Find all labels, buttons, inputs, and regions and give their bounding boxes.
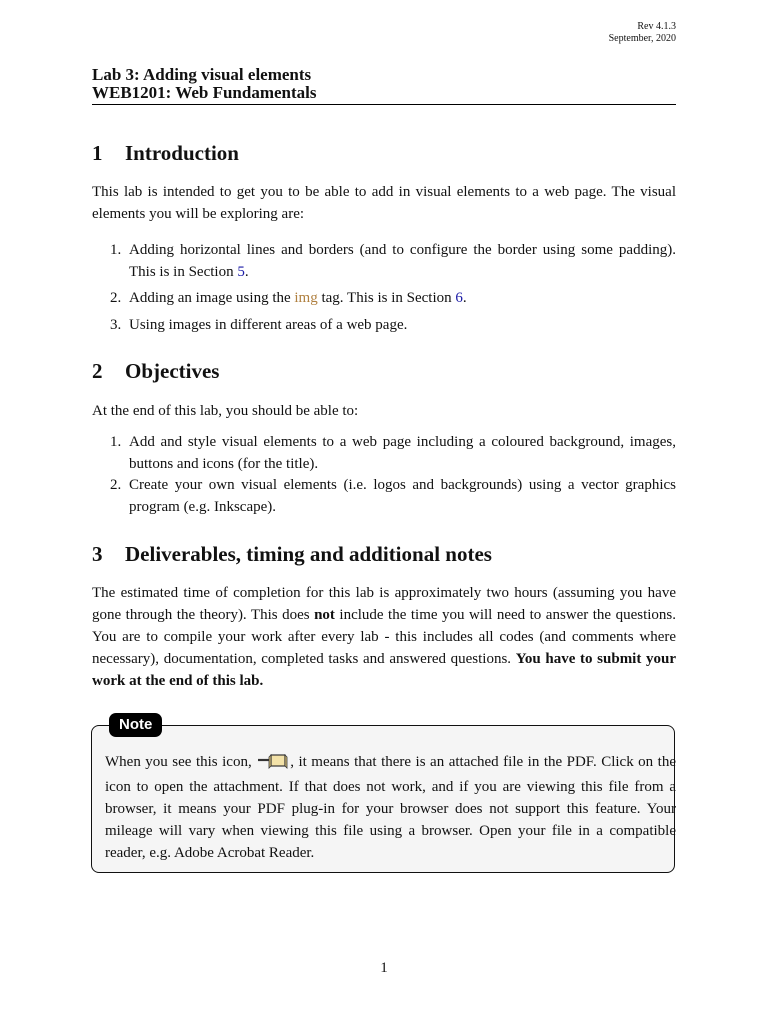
list-item: 3. Using images in different areas of a web page. — [110, 316, 408, 333]
document-title — [92, 66, 676, 105]
note-label: Note — [109, 713, 162, 737]
course-title: WEB1201: Web Fundamentals — [92, 83, 317, 102]
section-heading-introduction: 1 Introduction — [92, 141, 239, 165]
intro-paragraph: This lab is intended to get you to be able to add in visual elements to a web page. The visual elements you will be exploring are: — [92, 184, 676, 222]
revision-date: September, 2020 — [608, 33, 676, 44]
revision-number: Rev 4.1.3 — [637, 21, 676, 32]
list-item: 1. Add and style visual elements to a web page including a coloured background, images, buttons and icons (for the title). — [110, 434, 676, 472]
list-item: 1. Adding horizontal lines and borders (and to configure the border using some padding). This is in Section 5. — [110, 242, 676, 280]
list-item: 2. Adding an image using the img tag. This is in Section 6. — [110, 290, 467, 306]
note-text: When you see this icon, , it means that there is an attached file in the PDF. Click on the icon to open the attachment. If that does not work, and if you are viewing this file from a browser, it means your PDF plug-in for your browser does not support this feature. Your mileage will vary when viewing this file using a browser. Open your file in a compatible reader, e.g. Adobe Acrobat Reader. — [105, 754, 677, 861]
list-item: 2. Create your own visual elements (i.e. logos and backgrounds) using a vector graphics program (e.g. Inkscape). — [110, 477, 676, 515]
section-5-link[interactable]: 5 — [237, 263, 245, 280]
objectives-paragraph: At the end of this lab, you should be able to: — [92, 403, 359, 419]
deliverables-paragraph: The estimated time of completion for this lab is approximately two hours (assuming you have gone through the theory). This does not include the time you will need to answer the questions. You are to compile your work after every lab - this includes all codes (and comments where necessary), documentation, completed tasks and answered questions. You have to submit your work at the end of this lab. — [92, 585, 676, 689]
lab-title: Lab 3: Adding visual elements — [92, 65, 312, 84]
intro-list — [92, 240, 676, 336]
objectives-list — [92, 432, 676, 518]
section-heading-deliverables: 3 Deliverables, timing and additional notes — [92, 542, 492, 566]
section-heading-objectives: 2 Objectives — [92, 359, 220, 383]
attachment-icon[interactable] — [257, 753, 289, 776]
page-number: 1 — [380, 960, 388, 976]
section-6-link[interactable]: 6 — [455, 290, 463, 306]
revision-info — [609, 21, 676, 45]
img-tag-code: img — [294, 290, 318, 306]
